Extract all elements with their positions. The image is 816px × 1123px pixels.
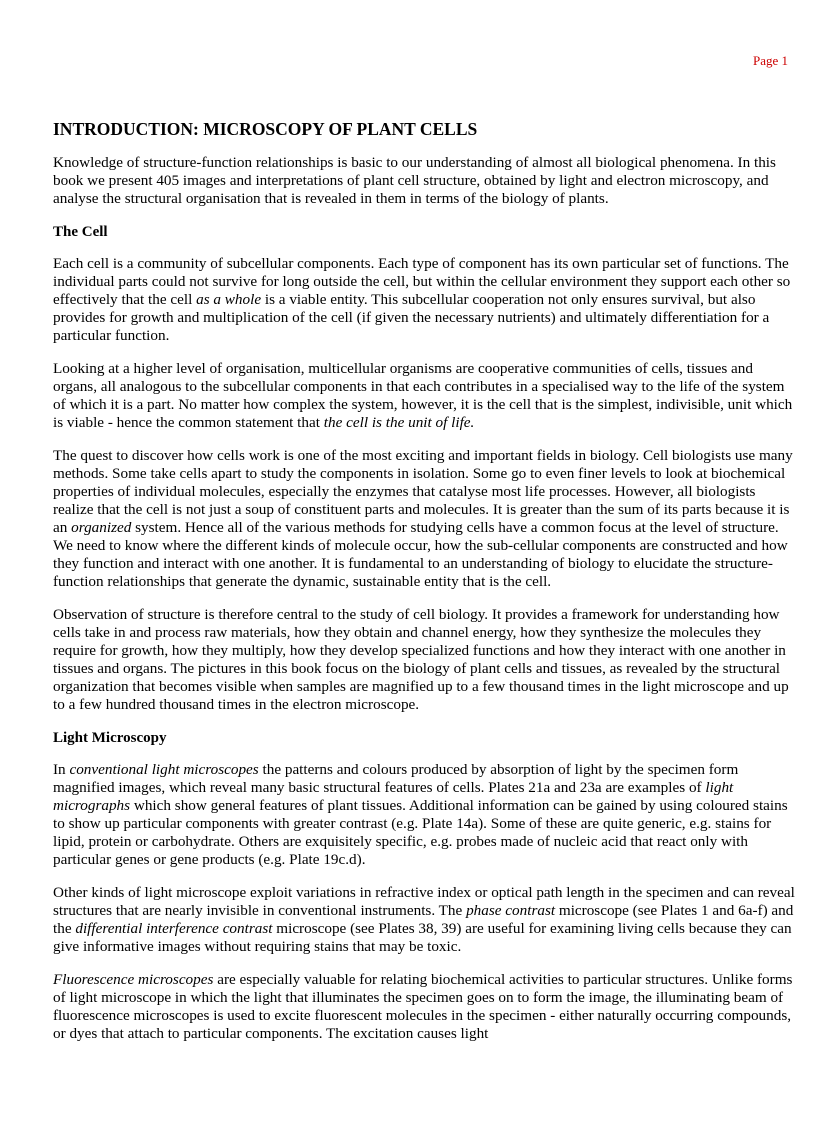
light-paragraph-3: Fluorescence microscopes are especially valuable for relating biochemical activities to particular structures. Unlike forms of light microscope in which the light that illuminates the specimen goes on to form the image, the illuminating beam of fluorescence microscopes is used to excite fluorescent molecules in the specimen - either naturally occurring compounds, or dyes that attach to particular components. The excitation causes light	[53, 971, 793, 1042]
page-number: Page 1	[752, 53, 788, 68]
document-title: INTRODUCTION: MICROSCOPY OF PLANT CELLS	[53, 119, 478, 139]
cell-paragraph-1: Each cell is a community of subcellular components. Each type of component has its own particular set of functions. The individual parts could not survive for long outside the cell, but within the cellular environment they support each other so effectively that the cell as a whole is a viable entity. This subcellular cooperation not only ensures survival, but also provides for growth and multiplication of the cell (if given the necessary nutrients) and ultimately differentiation for a particular function.	[53, 255, 791, 344]
cell-paragraph-4: Observation of structure is therefore central to the study of cell biology. It provides a framework for understanding how cells take in and process raw materials, how they obtain and channel energy, how they synthesize the molecules they require for growth, how they multiply, how they develop specialized functions and how they interact with one another in tissues and organs. The pictures in this book focus on the biology of plant cells and tissues, as revealed by the structural organization that becomes visible when samples are magnified up to a few thousand times in the light microscope and up to a few hundred thousand times in the electron microscope.	[53, 606, 789, 713]
section-heading-light-microscopy: Light Microscopy	[53, 730, 167, 746]
light-paragraph-1: In conventional light microscopes the patterns and colours produced by absorption of light by the specimen form magnified images, which reveal many basic structural features of cells. Plates 21a and 23a are examples of light micrographs which show general features of plant tissues. Additional information can be gained by using coloured stains to show up particular components with greater contrast (e.g. Plate 14a). Some of these are quite generic, e.g. stains for lipid, protein or carbohydrate. Others are exquisitely specific, e.g. probes made of nucleic acid that react only with particular genes or gene products (e.g. Plate 19c.d).	[53, 761, 788, 868]
cell-paragraph-3: The quest to discover how cells work is one of the most exciting and important fields in biology. Cell biologists use many methods. Some take cells apart to study the components in isolation. Some go to even finer levels to look at biochemical properties of individual molecules, especially the enzymes that catalyse most life processes. However, all biologists realize that the cell is not just a soup of constituent parts and molecules. It is greater than the sum of its parts because it is an organized system. Hence all of the various methods for studying cells have a common focus at the level of structure. We need to know where the different kinds of molecule occur, how the sub-cellular components are constructed and how they function and interact with one another. It is fundamental to an understanding of biology to elucidate the structure-function relationships that generate the dynamic, sustainable entity that is the cell.	[53, 447, 793, 590]
cell-paragraph-2: Looking at a higher level of organisation, multicellular organisms are cooperative communities of cells, tissues and organs, all analogous to the subcellular components in that each contributes in a specialised way to the life of the system of which it is a part. No matter how complex the system, however, it is the cell that is the simplest, indivisible, unit which is viable - hence the common statement that the cell is the unit of life.	[53, 360, 793, 431]
intro-paragraph: Knowledge of structure-function relationships is basic to our understanding of almost all biological phenomena. In this book we present 405 images and interpretations of plant cell structure, obtained by light and electron microscopy, and analyse the structural organisation that is revealed in them in terms of the biology of plants.	[53, 154, 776, 207]
document-body	[53, 118, 795, 1058]
section-heading-the-cell: The Cell	[53, 224, 108, 240]
light-paragraph-2: Other kinds of light microscope exploit variations in refractive index or optical path length in the specimen and can reveal structures that are nearly invisible in conventional instruments. The phase contrast microscope (see Plates 1 and 6a-f) and the differential interference contrast microscope (see Plates 38, 39) are useful for examining living cells because they can give informative images without requiring stains that may be toxic.	[53, 884, 795, 955]
